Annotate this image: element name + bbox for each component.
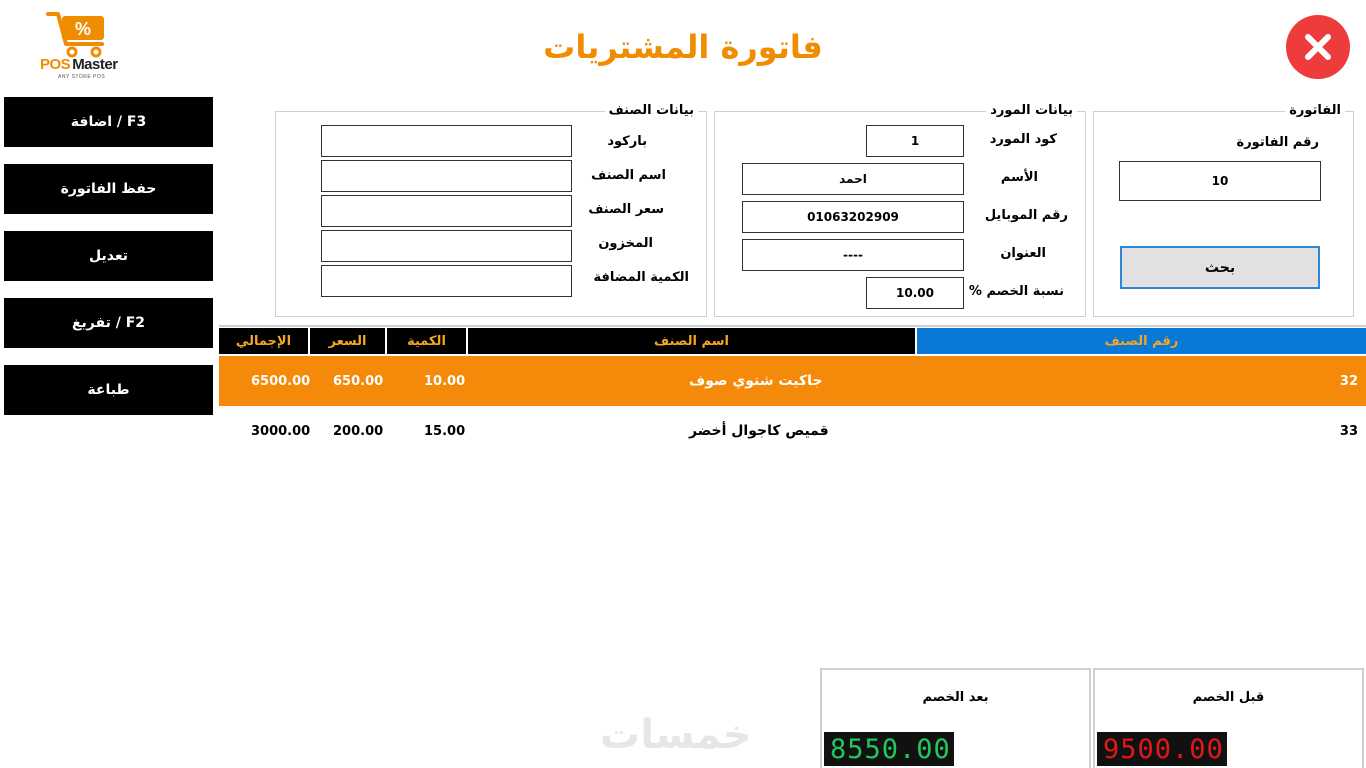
before-discount-box bbox=[1093, 668, 1364, 768]
page-title: فاتورة المشتريات bbox=[543, 28, 823, 66]
header-name[interactable]: اسم الصنف bbox=[468, 328, 917, 354]
cell-name: قميص كاجوال أخضر bbox=[689, 423, 829, 439]
invoice-number-label: رقم الفاتورة bbox=[1236, 135, 1319, 150]
barcode-input[interactable] bbox=[321, 125, 572, 157]
invoice-group-legend: الفاتورة bbox=[1285, 103, 1345, 118]
added-qty-input[interactable] bbox=[321, 265, 572, 297]
cell-price: 200.00 bbox=[333, 423, 384, 439]
close-icon bbox=[1301, 30, 1335, 64]
cell-code: 33 bbox=[1339, 423, 1358, 439]
cell-price: 650.00 bbox=[333, 373, 384, 389]
add-button[interactable]: F3 / اضافة bbox=[4, 97, 213, 147]
supplier-code-label: كود المورد bbox=[989, 132, 1057, 147]
supplier-code-input[interactable] bbox=[866, 125, 964, 157]
clear-button[interactable]: F2 / تفريغ bbox=[4, 298, 213, 348]
cell-total: 3000.00 bbox=[251, 423, 311, 439]
logo-badge: % bbox=[74, 19, 92, 39]
logo-brand-pos: POS bbox=[40, 56, 71, 73]
cell-code: 32 bbox=[1339, 373, 1358, 389]
before-discount-label: قبل الخصم bbox=[1192, 690, 1265, 705]
item-price-input[interactable] bbox=[321, 195, 572, 227]
search-button[interactable]: بحث bbox=[1120, 246, 1320, 289]
close-button[interactable] bbox=[1286, 15, 1350, 79]
header-total[interactable]: الإجمالي bbox=[219, 328, 310, 354]
invoice-number-input[interactable] bbox=[1119, 161, 1321, 201]
cell-name: جاكيت شتوي صوف bbox=[689, 373, 823, 389]
header-price[interactable]: السعر bbox=[310, 328, 387, 354]
cell-qty: 10.00 bbox=[424, 373, 466, 389]
supplier-group-legend: بيانات المورد bbox=[986, 103, 1077, 118]
cell-total: 6500.00 bbox=[251, 373, 311, 389]
discount-label: نسبة الخصم % bbox=[968, 284, 1064, 299]
mobile-input[interactable] bbox=[742, 201, 964, 233]
item-group-legend: بيانات الصنف bbox=[605, 103, 698, 118]
edit-button[interactable]: تعديل bbox=[4, 231, 213, 281]
stock-label: المخزون bbox=[598, 236, 653, 251]
watermark: خمسات bbox=[600, 712, 752, 758]
after-discount-display: 8550.00 bbox=[824, 732, 954, 766]
after-discount-label: بعد الخصم bbox=[922, 690, 989, 705]
table-row[interactable] bbox=[219, 356, 1366, 406]
save-invoice-button[interactable]: حفظ الفاتورة bbox=[4, 164, 213, 214]
barcode-label: باركود bbox=[607, 134, 647, 149]
item-name-input[interactable] bbox=[321, 160, 572, 192]
after-discount-box bbox=[820, 668, 1091, 768]
logo-brand-master: Master bbox=[72, 56, 118, 73]
supplier-name-label: الأسم bbox=[1000, 170, 1038, 185]
item-name-label: اسم الصنف bbox=[591, 168, 666, 183]
mobile-label: رقم الموبايل bbox=[984, 208, 1068, 223]
grid-divider bbox=[219, 325, 1366, 327]
item-price-label: سعر الصنف bbox=[588, 202, 664, 217]
address-label: العنوان bbox=[1000, 246, 1046, 261]
discount-input[interactable] bbox=[866, 277, 964, 309]
header-code[interactable]: رقم الصنف bbox=[917, 328, 1366, 354]
before-discount-display: 9500.00 bbox=[1097, 732, 1227, 766]
table-row[interactable] bbox=[219, 406, 1366, 456]
added-qty-label: الكمية المضافة bbox=[593, 270, 689, 285]
supplier-name-input[interactable] bbox=[742, 163, 964, 195]
stock-input[interactable] bbox=[321, 230, 572, 262]
header-qty[interactable]: الكمية bbox=[387, 328, 468, 354]
logo-tagline: ANY STORE POS bbox=[58, 74, 106, 80]
print-button[interactable]: طباعة bbox=[4, 365, 213, 415]
address-input[interactable] bbox=[742, 239, 964, 271]
cell-qty: 15.00 bbox=[424, 423, 466, 439]
